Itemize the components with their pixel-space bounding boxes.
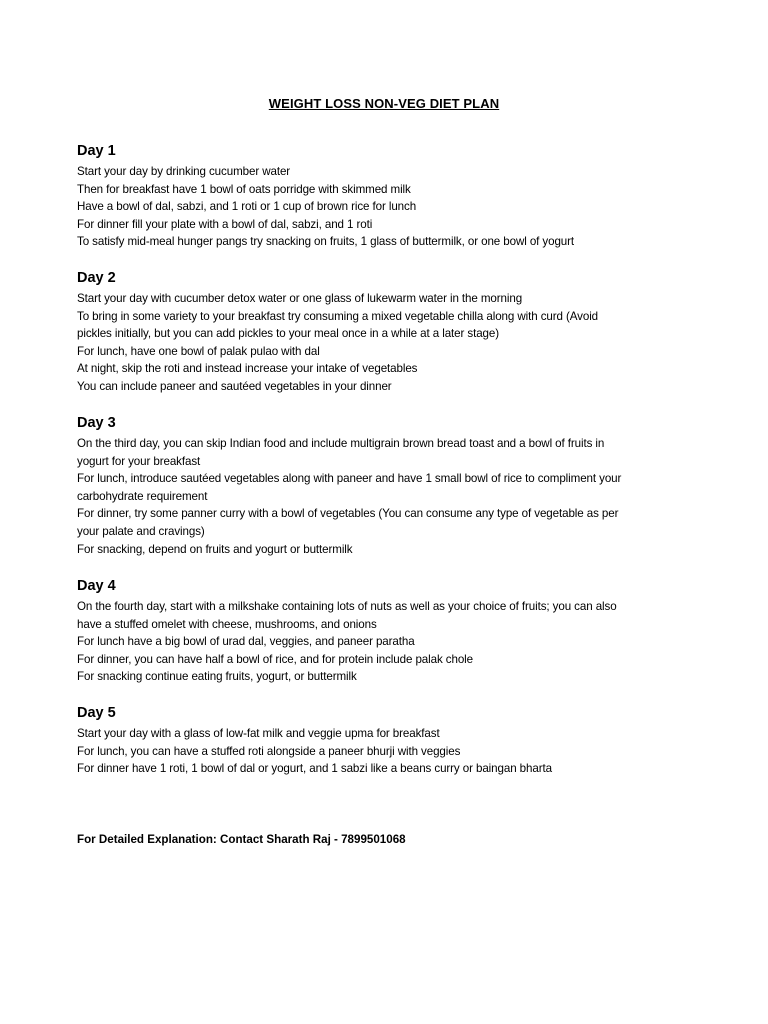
document-title: WEIGHT LOSS NON-VEG DIET PLAN [268, 96, 500, 111]
day-lines [77, 290, 697, 396]
day-section-3 [77, 414, 697, 558]
day-line: At night, skip the roti and instead increase your intake of vegetables [77, 362, 418, 376]
day-line: yogurt for your breakfast [77, 454, 201, 468]
day-heading: Day 4 [77, 578, 116, 594]
day-line: For lunch, you can have a stuffed roti alongside a paneer bhurji with veggies [77, 744, 461, 758]
day-lines [77, 725, 697, 778]
day-section-1 [77, 142, 697, 251]
day-line: For dinner fill your plate with a bowl of dal, sabzi, and 1 roti [77, 217, 373, 231]
day-line: Have a bowl of dal, sabzi, and 1 roti or 1 cup of brown rice for lunch [77, 200, 417, 214]
day-line: your palate and cravings) [77, 524, 205, 538]
day-line: To bring in some variety to your breakfast try consuming a mixed vegetable chilla along with curd (Avoid [77, 309, 599, 323]
day-heading: Day 3 [77, 415, 116, 431]
day-line: Start your day with a glass of low-fat milk and veggie upma for breakfast [77, 727, 440, 740]
day-line: For lunch have a big bowl of urad dal, veggies, and paneer paratha [77, 635, 415, 649]
day-line: For snacking, depend on fruits and yogurt or buttermilk [77, 542, 353, 556]
day-section-4 [77, 577, 697, 686]
day-line: For dinner, try some panner curry with a bowl of vegetables (You can consume any type of vegetable as per [77, 507, 619, 521]
day-lines [77, 435, 697, 558]
day-lines [77, 598, 697, 686]
day-line: To satisfy mid-meal hunger pangs try snacking on fruits, 1 glass of buttermilk, or one bowl of yogurt [77, 235, 575, 249]
day-line: On the fourth day, start with a milkshake containing lots of nuts as well as your choice of fruits; you can also [77, 600, 617, 613]
day-lines [77, 163, 697, 251]
day-line: For lunch, introduce sautéed vegetables along with paneer and have 1 small bowl of rice to compliment your [77, 472, 622, 486]
day-line: On the third day, you can skip Indian food and include multigrain brown bread toast and a bowl of fruits in [77, 437, 605, 450]
day-line: have a stuffed omelet with cheese, mushrooms, and onions [77, 617, 377, 631]
day-line: You can include paneer and sautéed vegetables in your dinner [77, 379, 392, 393]
day-line: Start your day by drinking cucumber water [77, 165, 291, 178]
day-heading: Day 2 [77, 270, 116, 286]
day-section-5 [77, 704, 697, 778]
day-heading: Day 1 [77, 143, 116, 159]
day-line: pickles initially, but you can add pickles to your meal once in a while at a later stage) [77, 327, 500, 341]
day-line: For dinner, you can have half a bowl of rice, and for protein include palak chole [77, 652, 473, 666]
day-line: For dinner have 1 roti, 1 bowl of dal or yogurt, and 1 sabzi like a beans curry or baingan bharta [77, 762, 552, 776]
day-line: Then for breakfast have 1 bowl of oats porridge with skimmed milk [77, 182, 411, 196]
day-line: For lunch, have one bowl of palak pulao with dal [77, 344, 320, 358]
day-section-2 [77, 269, 697, 396]
day-heading: Day 5 [77, 705, 116, 721]
day-line: carbohydrate requirement [77, 489, 208, 503]
contact-footer: For Detailed Explanation: Contact Sharath Raj - 7899501068 [77, 833, 406, 846]
day-line: For snacking continue eating fruits, yogurt, or buttermilk [77, 670, 357, 684]
day-line: Start your day with cucumber detox water or one glass of lukewarm water in the morning [77, 292, 523, 305]
